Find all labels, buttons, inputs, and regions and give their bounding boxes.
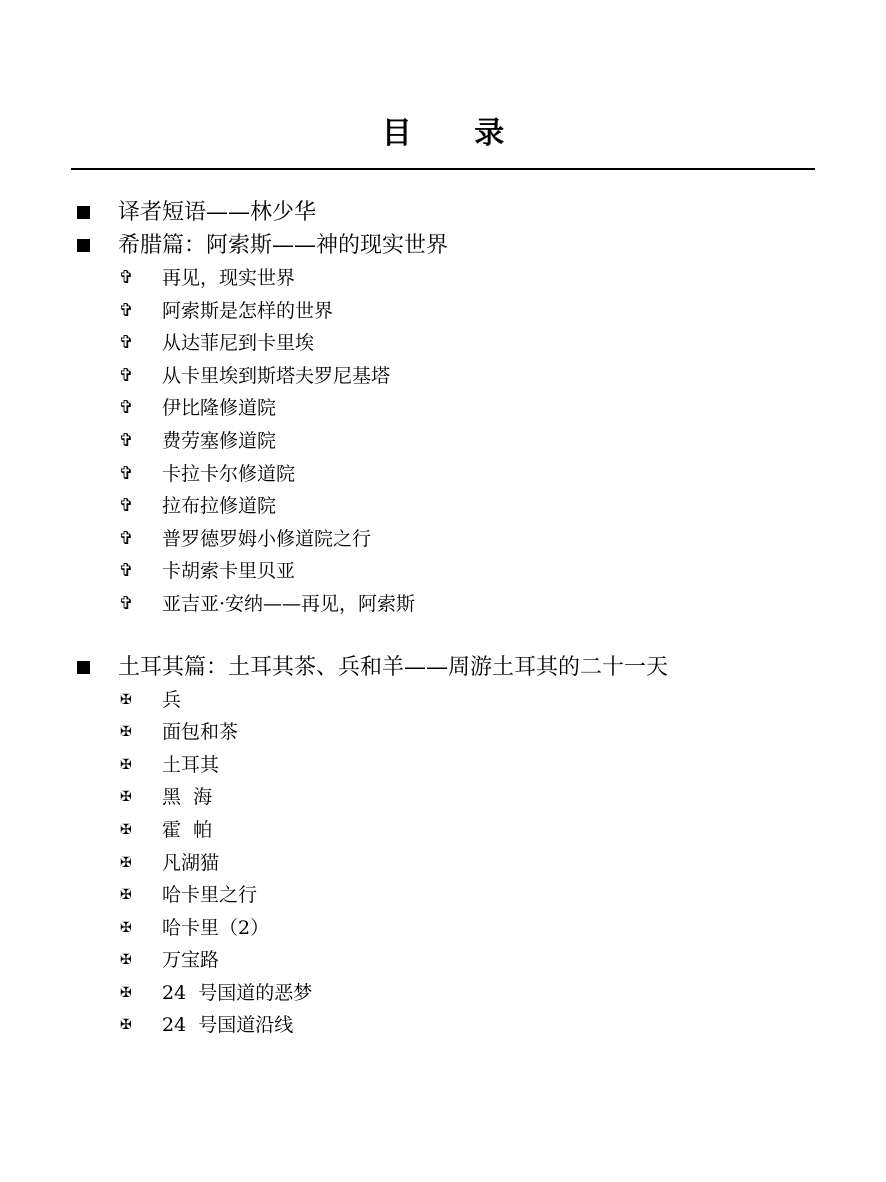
toc-entry[interactable] — [0, 1009, 886, 1042]
latin-cross-icon: ✞ — [118, 299, 134, 321]
entry-label: 哈卡里（2） — [162, 916, 270, 939]
toc-entry[interactable] — [0, 912, 886, 945]
page-title: 目 录 — [381, 116, 531, 151]
filled-square-icon — [77, 661, 90, 674]
entry-label: 卡拉卡尔修道院 — [162, 462, 296, 485]
toc-entry[interactable] — [0, 684, 886, 717]
entry-label: 土耳其 — [162, 753, 220, 776]
toc-entry[interactable] — [0, 425, 886, 458]
maltese-cross-icon: ✠ — [120, 952, 132, 969]
entry-label: 万宝路 — [162, 949, 220, 972]
entry-label: 再见，现实世界 — [162, 267, 296, 289]
toc-entry[interactable] — [0, 490, 886, 523]
entry-label: 从达菲尼到卡里埃 — [162, 332, 315, 355]
entry-label: 24 号国道的恶梦 — [162, 981, 313, 1004]
toc-entry[interactable] — [0, 879, 886, 912]
maltese-cross-icon: ✠ — [120, 984, 132, 1001]
entry-label: 哈卡里之行 — [162, 884, 258, 907]
entry-label: 兵 — [162, 688, 182, 711]
maltese-cross-icon: ✠ — [120, 1017, 132, 1034]
entry-label: 阿索斯是怎样的世界 — [162, 299, 334, 322]
entry-label: 普罗德罗姆小修道院之行 — [162, 527, 372, 550]
toc-entry[interactable] — [0, 262, 886, 295]
maltese-cross-icon: ✠ — [120, 821, 132, 838]
toc-section-turkey[interactable] — [0, 651, 886, 684]
entry-label: 拉布拉修道院 — [162, 495, 277, 518]
maltese-cross-icon: ✠ — [120, 887, 132, 904]
toc-entry[interactable] — [0, 295, 886, 328]
filled-square-icon — [77, 239, 90, 252]
toc-section-greece[interactable] — [0, 229, 886, 262]
filled-square-icon — [77, 206, 90, 219]
latin-cross-icon: ✞ — [118, 462, 134, 484]
section-label: 希腊篇：阿索斯——神的现实世界 — [118, 233, 449, 258]
latin-cross-icon: ✞ — [118, 429, 134, 451]
toc-entry[interactable] — [0, 588, 886, 621]
entry-label: 从卡里埃到斯塔夫罗尼基塔 — [162, 364, 391, 387]
maltese-cross-icon: ✠ — [120, 789, 132, 806]
maltese-cross-icon: ✠ — [120, 724, 132, 741]
latin-cross-icon: ✞ — [118, 364, 134, 386]
toc-entry[interactable] — [0, 360, 886, 393]
maltese-cross-icon: ✠ — [120, 691, 132, 708]
toc-entry[interactable] — [0, 977, 886, 1010]
entry-label: 亚吉亚·安纳——再见，阿索斯 — [162, 592, 416, 615]
toc-entry[interactable] — [0, 523, 886, 556]
toc-entry[interactable] — [0, 327, 886, 360]
toc-entry[interactable] — [0, 392, 886, 425]
entry-label: 卡胡索卡里贝亚 — [162, 560, 296, 583]
section-label: 土耳其篇：土耳其茶、兵和羊——周游土耳其的二十一天 — [118, 654, 669, 680]
entry-label: 霍 帕 — [162, 818, 213, 841]
entry-label: 伊比隆修道院 — [162, 397, 277, 420]
latin-cross-icon: ✞ — [118, 527, 134, 549]
entry-label: 面包和茶 — [162, 721, 239, 744]
toc-entry[interactable] — [0, 716, 886, 749]
toc-entry[interactable] — [0, 944, 886, 977]
entry-label: 黑 海 — [162, 786, 213, 809]
latin-cross-icon: ✞ — [118, 560, 134, 582]
toc-entry[interactable] — [0, 458, 886, 491]
toc-entry[interactable] — [0, 749, 886, 782]
table-of-contents — [0, 196, 886, 1042]
latin-cross-icon: ✞ — [118, 267, 134, 288]
latin-cross-icon: ✞ — [118, 592, 134, 614]
title-divider — [71, 168, 815, 170]
maltese-cross-icon: ✠ — [120, 854, 132, 871]
toc-entry[interactable] — [0, 814, 886, 847]
toc-section-translator-note[interactable] — [0, 196, 886, 229]
maltese-cross-icon: ✠ — [120, 919, 132, 936]
section-label: 译者短语——林少华 — [118, 200, 317, 225]
latin-cross-icon: ✞ — [118, 397, 134, 419]
latin-cross-icon: ✞ — [118, 495, 134, 517]
maltese-cross-icon: ✠ — [120, 756, 132, 773]
toc-entry[interactable] — [0, 555, 886, 588]
entry-label: 费劳塞修道院 — [162, 429, 277, 452]
toc-entry[interactable] — [0, 781, 886, 814]
entry-label: 24 号国道沿线 — [162, 1014, 294, 1037]
entry-label: 凡湖猫 — [162, 851, 220, 874]
toc-entry[interactable] — [0, 847, 886, 880]
latin-cross-icon: ✞ — [118, 332, 134, 354]
